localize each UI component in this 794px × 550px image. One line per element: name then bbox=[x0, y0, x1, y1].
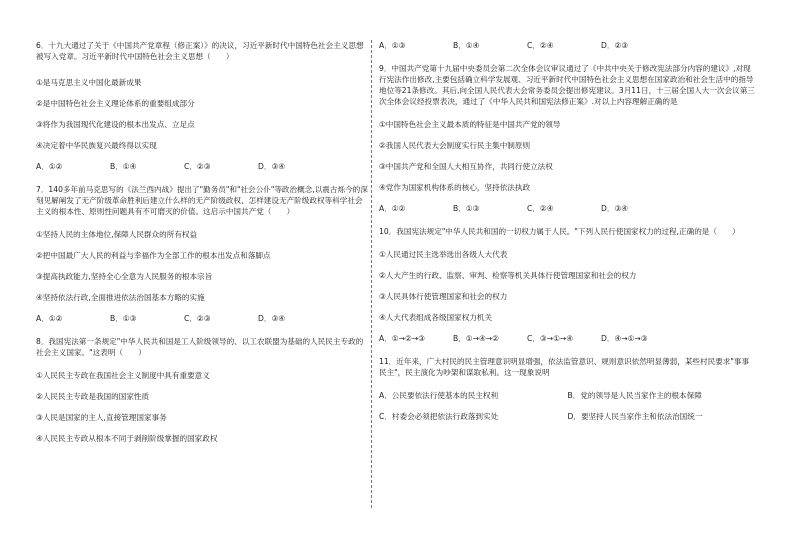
q9-item-4: ④党作为国家机构体系的核心，坚持依法执政 bbox=[379, 183, 531, 192]
q11-option-b[interactable]: B．党的领导是人民当家作主的根本保障 bbox=[567, 391, 702, 400]
q9-option-a[interactable]: A．①② bbox=[379, 204, 406, 213]
q9-option-c[interactable]: C．②④ bbox=[527, 204, 554, 213]
q7-option-c[interactable]: C．②③ bbox=[184, 314, 211, 323]
question-6-stem: 6．十九大通过了关于《中国共产党章程（修正案）》的决议，习近平新时代中国特色社会主义思想被写入党章。习近平新时代中国特色社会主义思想（ ） bbox=[36, 41, 364, 61]
q6-option-b[interactable]: B．①④ bbox=[110, 162, 137, 171]
q9-item-2: ②我国人民代表大会制度实行民主集中制原则 bbox=[379, 141, 531, 150]
q6-item-4: ④决定着中华民族复兴最终得以实现 bbox=[36, 141, 157, 150]
question-10-stem: 10．我国宪法规定"中华人民共和国的一切权力属于人民。"下列人民行使国家权力的过程,正确的是（ ） bbox=[379, 227, 740, 236]
q11-option-d[interactable]: D．要坚持人民当家作主和依法治国统一 bbox=[567, 412, 703, 421]
question-8-stem: 8．我国宪法第一条规定"中华人民共和国是工人阶级领导的、以工农联盟为基础的人民民主专政的社会主义国家。"这表明（ ） bbox=[36, 337, 364, 357]
q8-option-d[interactable]: D．②③ bbox=[601, 41, 629, 50]
q7-option-d[interactable]: D．③④ bbox=[258, 314, 286, 323]
q11-option-c[interactable]: C．村委会必须把依法行政落到实处 bbox=[379, 412, 499, 421]
q8-item-3: ③人民是国家的主人,直接管理国家事务 bbox=[36, 413, 167, 422]
question-11-stem: 11．近年来，广大村民的民主管理意识明显增强，依法监管意识、规则意识依然明显薄弱，某些村民要求"事事民主"，民主演化为吵架和谋取私利。这一现象说明 bbox=[379, 357, 750, 377]
q8-option-c[interactable]: C．②④ bbox=[527, 41, 554, 50]
q7-item-3: ③提高执政能力,坚持全心全意为人民服务的根本宗旨 bbox=[36, 272, 213, 281]
q7-options bbox=[36, 313, 368, 324]
question-9-stem: 9．中国共产党第十九届中央委员会第二次全体会议审议通过了《中共中央关于修改宪法部分内容的建议》,对现行宪法作出修改,主要包括确立科学发展观、习近平新时代中国特色社会主义思想在国家政治和社会生活中的指导地位等21条修改。其后,向全国人民代表大会常务委员会提出修宪建议。3月11日，十三届全国人大一次会议第三次全体会议经投票表决，通过了《中华人民共和国宪法修正案》.对以上内容理解正确的是 bbox=[379, 64, 755, 106]
q10-item-1: ①人民通过民主选举选出各级人大代表 bbox=[379, 250, 508, 259]
q10-item-4: ④人大代表组成各级国家权力机关 bbox=[379, 313, 493, 322]
q10-item-2: ②人大产生的行政、监察、审判、检察等机关具体行使管理国家和社会的权力 bbox=[379, 271, 637, 280]
question-7-stem: 7．140多年前马克思写的《法兰西内战》提出了"勤务员"和"社会公仆"等政治概念,以震古烁今的深刻见解阐发了无产阶级革命胜利后建立什么样的无产阶级政权、怎样建设无产阶级政权等科学社会主义的根本性、原则性问题具有不可磨灭的价值。这启示中国共产党（ ） bbox=[36, 185, 368, 216]
q9-option-b[interactable]: B．①③ bbox=[453, 204, 480, 213]
q8-option-a[interactable]: A．①③ bbox=[379, 41, 406, 50]
q9-options bbox=[379, 203, 756, 214]
q10-option-d[interactable]: D．④→①→③ bbox=[601, 334, 648, 343]
right-column bbox=[379, 40, 756, 422]
q6-item-2: ②是中国特色社会主义理论体系的重要组成部分 bbox=[36, 99, 195, 108]
q11-options-row-1 bbox=[379, 390, 756, 401]
q10-option-a[interactable]: A．①→②→③ bbox=[379, 334, 425, 343]
q10-options bbox=[379, 333, 756, 344]
q6-item-3: ③将作为我国现代化建设的根本出发点、立足点 bbox=[36, 120, 195, 129]
q10-option-b[interactable]: B．①→④→② bbox=[453, 334, 499, 343]
q11-option-a[interactable]: A．公民要依法行使基本的民主权利 bbox=[379, 391, 499, 400]
q8-options bbox=[379, 40, 756, 51]
q9-item-3: ③中国共产党和全国人大相互协作，共同行使立法权 bbox=[379, 162, 553, 171]
q7-option-b[interactable]: B．①③ bbox=[110, 314, 137, 323]
q6-option-a[interactable]: A．①② bbox=[36, 162, 63, 171]
q6-item-1: ①是马克思主义中国化最新成果 bbox=[36, 78, 142, 87]
q7-item-1: ①坚持人民的主体地位,保障人民群众的所有权益 bbox=[36, 230, 198, 239]
q9-option-d[interactable]: D．③④ bbox=[601, 204, 629, 213]
q8-item-2: ②人民民主专政是我国的国家性质 bbox=[36, 392, 150, 401]
q10-item-3: ③人民具体行使管理国家和社会的权力 bbox=[379, 292, 508, 301]
q8-item-4: ④人民民主专政从根本不同于剥削阶级掌握的国家政权 bbox=[36, 434, 218, 443]
left-column bbox=[36, 40, 368, 444]
q9-item-1: ①中国特色社会主义最本质的特征是中国共产党的领导 bbox=[379, 120, 561, 129]
q7-item-2: ②把中国最广大人民的利益与幸福作为全部工作的根本出发点和落脚点 bbox=[36, 251, 271, 260]
q11-options-row-2 bbox=[379, 411, 756, 422]
q6-options bbox=[36, 161, 368, 172]
column-divider bbox=[371, 40, 372, 508]
q6-option-d[interactable]: D．③④ bbox=[258, 162, 286, 171]
q10-option-c[interactable]: C．③→①→④ bbox=[527, 334, 574, 343]
q7-item-4: ④坚持依法行政,全面推进依法治国基本方略的实施 bbox=[36, 293, 205, 302]
q8-option-b[interactable]: B．①④ bbox=[453, 41, 480, 50]
q8-item-1: ①人民民主专政在我国社会主义制度中具有重要意义 bbox=[36, 371, 210, 380]
q6-option-c[interactable]: C．②③ bbox=[184, 162, 211, 171]
q7-option-a[interactable]: A．①② bbox=[36, 314, 63, 323]
